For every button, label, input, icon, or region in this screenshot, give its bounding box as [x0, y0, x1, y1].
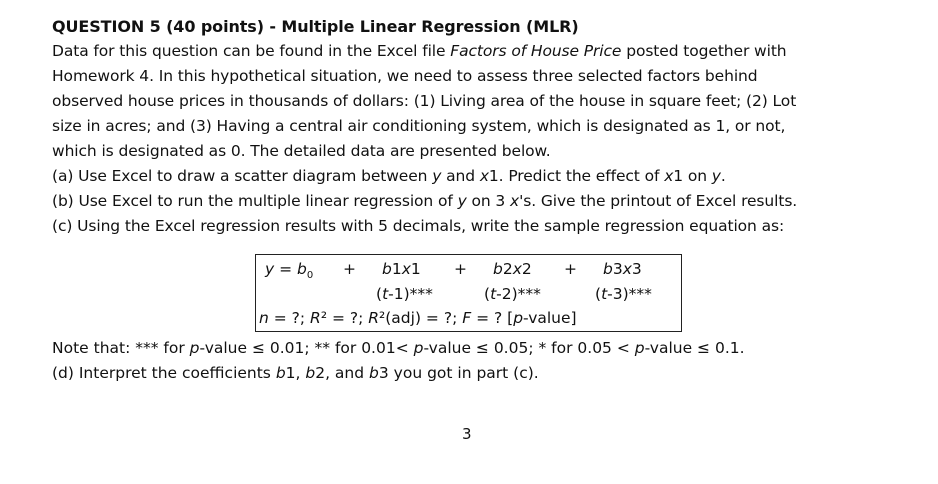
stat-text-1: = ?;: [268, 309, 311, 327]
part-b-var-x: x: [510, 192, 520, 210]
notes-block: [52, 336, 922, 386]
eq-t-stat-1: [376, 282, 433, 307]
eq-x3: x: [622, 260, 632, 278]
eq-b1-index: 1: [391, 260, 402, 278]
part-d-b1: b: [275, 364, 286, 382]
t2-rest: -2)***: [496, 285, 541, 303]
intro-line-1: [52, 39, 922, 64]
intro-text-2: posted together with: [621, 42, 787, 60]
regression-equation-box: [255, 254, 682, 332]
eq-b2: b: [493, 260, 503, 278]
question-text-block: [52, 14, 922, 239]
note-text-3: -value ≤ 0.05; * for 0.05 <: [423, 339, 635, 357]
part-a-text-4: 1 on: [673, 167, 712, 185]
stat-r-adj: R: [368, 309, 380, 327]
t1-t: t: [382, 285, 389, 303]
part-a-var-y: y: [432, 167, 442, 185]
stat-r: R: [310, 309, 321, 327]
part-b: [52, 189, 922, 214]
page-number: 3: [462, 425, 472, 443]
part-d-text-3: 2, and: [315, 364, 370, 382]
eq-b2-index: 2: [502, 260, 513, 278]
eq-b3-index: 3: [612, 260, 623, 278]
t3-t: t: [601, 285, 608, 303]
part-d-b3: b: [369, 364, 379, 382]
eq-x2-index: 2: [521, 260, 532, 278]
part-d: [52, 361, 922, 386]
eq-equals: =: [274, 260, 298, 278]
part-a-text-3: 1. Predict the effect of: [488, 167, 665, 185]
eq-t-stat-2: [484, 282, 541, 307]
t1-rest: -1)***: [388, 285, 433, 303]
t2-t: t: [490, 285, 497, 303]
part-a-var-y-2: y: [711, 167, 721, 185]
eq-b1: b: [382, 260, 392, 278]
part-d-text-1: (d) Interpret the coefficients: [52, 364, 276, 382]
question-title: QUESTION 5 (40 points) - Multiple Linear Regression (MLR): [52, 17, 579, 36]
t2-open: (: [484, 285, 491, 303]
stat-f: F: [462, 309, 472, 327]
eq-term-3: [603, 257, 642, 282]
intro-text-1: Data for this question can be found in the Excel file: [52, 42, 451, 60]
eq-t-stat-3: [595, 282, 652, 307]
stat-text-3: ²(adj) = ?;: [379, 309, 463, 327]
eq-term-1: [382, 257, 421, 282]
part-a-var-x-2: x: [664, 167, 674, 185]
eq-x1-index: 1: [410, 260, 421, 278]
t1-open: (: [376, 285, 383, 303]
stat-p: p: [513, 309, 524, 327]
file-name: Factors of House Price: [450, 42, 622, 60]
note-text-4: -value ≤ 0.1.: [644, 339, 745, 357]
part-b-text-2: on 3: [466, 192, 510, 210]
stat-text-5: -value]: [523, 309, 577, 327]
part-d-b2: b: [305, 364, 316, 382]
eq-b3: b: [603, 260, 613, 278]
note-text-1: Note that: *** for: [52, 339, 190, 357]
part-a-text-2: and: [441, 167, 480, 185]
eq-model-stats: [259, 306, 577, 331]
t3-open: (: [595, 285, 602, 303]
eq-x2: x: [512, 260, 522, 278]
note-p-1: p: [189, 339, 200, 357]
eq-term-2: [493, 257, 532, 282]
part-b-var-y: y: [457, 192, 467, 210]
t3-rest: -3)***: [607, 285, 652, 303]
part-a: [52, 164, 922, 189]
eq-x3-index: 3: [631, 260, 642, 278]
part-a-text-5: .: [720, 167, 726, 185]
intro-line-5: which is designated as 0. The detailed data are presented below.: [52, 142, 551, 160]
eq-plus-1: +: [343, 260, 356, 278]
stat-text-4: = ? [: [471, 309, 514, 327]
intro-line-2: Homework 4. In this hypothetical situation, we need to assess three selected factors behind: [52, 67, 758, 85]
part-a-text-1: (a) Use Excel to draw a scatter diagram between: [52, 167, 433, 185]
intro-line-4: size in acres; and (3) Having a central air conditioning system, which is designated as 1, or not,: [52, 117, 786, 135]
eq-y: y: [265, 260, 275, 278]
intro-line-3: observed house prices in thousands of dollars: (1) Living area of the house in square feet; (2) Lot: [52, 92, 797, 110]
part-b-text-1: (b) Use Excel to run the multiple linear regression of: [52, 192, 458, 210]
equation-lhs: [265, 257, 313, 288]
note-p-2: p: [413, 339, 424, 357]
eq-plus-3: +: [564, 260, 577, 278]
part-a-var-x: x: [479, 167, 489, 185]
significance-note: [52, 336, 922, 361]
stat-text-2: ² = ?;: [320, 309, 369, 327]
eq-b0: b: [297, 260, 307, 278]
note-p-3: p: [634, 339, 645, 357]
part-c: (c) Using the Excel regression results with 5 decimals, write the sample regression equation as:: [52, 217, 785, 235]
eq-b0-sub: 0: [306, 270, 314, 282]
eq-plus-2: +: [454, 260, 467, 278]
part-d-text-4: 3 you got in part (c).: [378, 364, 539, 382]
note-text-2: -value ≤ 0.01; ** for 0.01<: [199, 339, 414, 357]
part-d-text-2: 1,: [285, 364, 306, 382]
part-b-text-3: 's. Give the printout of Excel results.: [519, 192, 798, 210]
stat-n: n: [259, 309, 269, 327]
eq-x1: x: [401, 260, 411, 278]
